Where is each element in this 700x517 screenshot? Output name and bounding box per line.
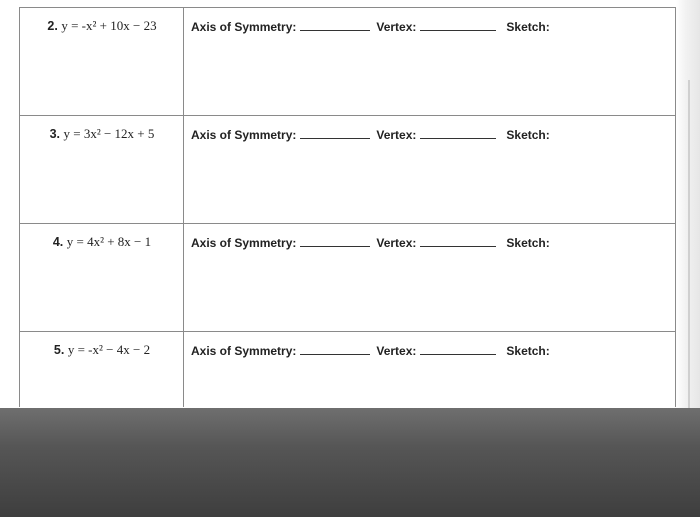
problem-row — [19, 7, 676, 115]
equation — [20, 234, 184, 250]
problem-row — [19, 331, 676, 407]
vertex-label: Vertex: — [376, 128, 417, 142]
sketch-label: Sketch: — [506, 20, 550, 34]
axis-of-symmetry-label: Axis of Symmetry: — [191, 128, 297, 142]
answer-cell — [184, 8, 675, 115]
axis-of-symmetry-label: Axis of Symmetry: — [191, 20, 297, 34]
answer-cell — [184, 224, 675, 331]
equation-text: y = -x² + 10x − 23 — [61, 18, 157, 33]
axis-of-symmetry-blank[interactable] — [300, 246, 370, 247]
sketch-label: Sketch: — [506, 128, 550, 142]
vertex-blank[interactable] — [420, 354, 496, 355]
vertex-label: Vertex: — [376, 344, 417, 358]
axis-of-symmetry-label: Axis of Symmetry: — [191, 236, 297, 250]
vertex-blank[interactable] — [420, 30, 496, 31]
problem-number: 2. — [47, 19, 58, 33]
equation-cell — [20, 116, 184, 223]
problem-number: 5. — [53, 343, 65, 357]
equation-cell — [20, 224, 184, 331]
axis-of-symmetry-blank[interactable] — [300, 138, 370, 139]
problem-row — [19, 115, 676, 223]
vertex-blank[interactable] — [420, 138, 496, 139]
equation-text: y = 3x² − 12x + 5 — [63, 126, 155, 141]
sketch-label: Sketch: — [506, 236, 550, 250]
equation — [20, 126, 184, 142]
axis-of-symmetry-blank[interactable] — [300, 30, 370, 31]
axis-of-symmetry-blank[interactable] — [300, 354, 370, 355]
answer-cell — [184, 116, 675, 223]
equation-text: y = -x² − 4x − 2 — [67, 342, 151, 357]
equation-cell — [20, 8, 184, 115]
sketch-label: Sketch: — [506, 344, 550, 358]
problem-number: 4. — [52, 235, 64, 249]
equation-cell — [20, 332, 184, 407]
equation — [20, 342, 184, 358]
background-surface — [0, 408, 700, 517]
vertex-label: Vertex: — [376, 236, 417, 250]
vertex-label: Vertex: — [376, 20, 417, 34]
problem-row — [19, 223, 676, 331]
equation — [20, 18, 184, 34]
axis-of-symmetry-label: Axis of Symmetry: — [191, 344, 297, 358]
problem-number: 3. — [49, 127, 61, 141]
equation-text: y = 4x² + 8x − 1 — [66, 234, 152, 249]
page-edge-line — [688, 80, 690, 408]
worksheet-table — [19, 7, 676, 407]
answer-cell — [184, 332, 675, 407]
vertex-blank[interactable] — [420, 246, 496, 247]
